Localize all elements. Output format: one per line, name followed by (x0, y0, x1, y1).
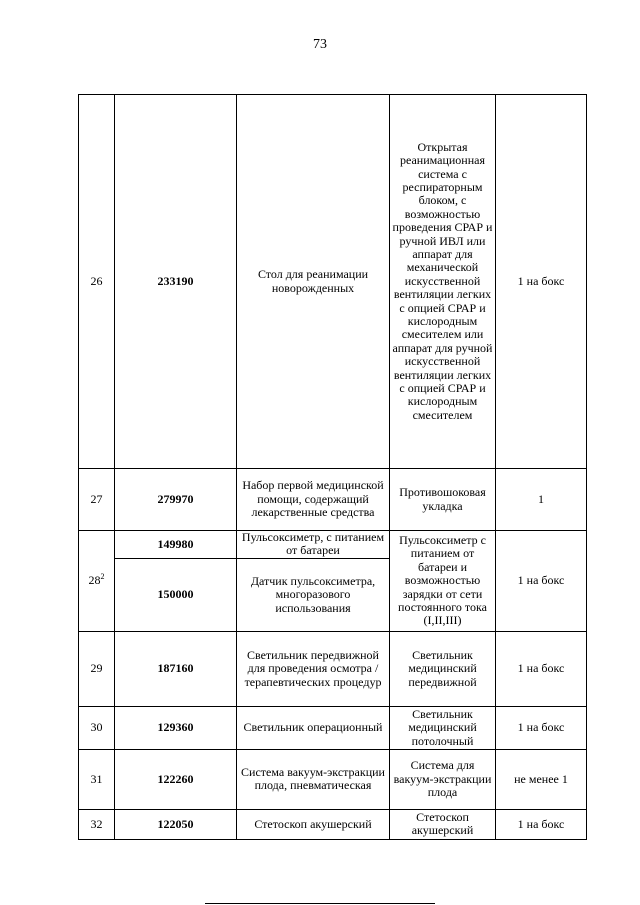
equipment-cell: Противошоковая укладка (390, 469, 496, 531)
item-name-cell: Датчик пульсоксиметра, многоразового использования (237, 558, 390, 631)
table-row (79, 749, 587, 809)
quantity-cell: 1 на бокс (496, 95, 587, 469)
row-number: 27 (79, 469, 115, 531)
code-cell: 129360 (115, 706, 237, 749)
quantity-cell: 1 на бокс (496, 809, 587, 839)
footnote-marker: 2 (100, 572, 105, 582)
code-cell: 149980 (115, 531, 237, 559)
item-name-cell: Стетоскоп акушерский (237, 809, 390, 839)
equipment-cell: Светильник медицинский потолочный (390, 706, 496, 749)
table-row (79, 631, 587, 706)
quantity-cell: 1 на бокс (496, 531, 587, 632)
quantity-cell: не менее 1 (496, 749, 587, 809)
item-name-cell: Система вакуум-экстракции плода, пневматическая (237, 749, 390, 809)
equipment-table (78, 94, 587, 840)
quantity-cell: 1 на бокс (496, 631, 587, 706)
row-number: 29 (79, 631, 115, 706)
code-cell: 150000 (115, 558, 237, 631)
table-row (79, 531, 587, 559)
equipment-cell: Пульсоксиметр с питанием от батареи и возможностью зарядки от сети постоянного тока (I,II,III) (390, 531, 496, 632)
equipment-cell: Открытая реанимационная система с респираторным блоком, с возможностью проведения СРАР и ручной ИВЛ или аппарат для механической искусственной вентиляции легких с опцией СРАР и кислородным смесителем или аппарат для ручной искусственной вентиляции легких с опцией СРАР и кислородным смесителем (390, 95, 496, 469)
row-number: 32 (79, 809, 115, 839)
item-name-cell: Светильник операционный (237, 706, 390, 749)
code-cell: 122050 (115, 809, 237, 839)
row-number: 31 (79, 749, 115, 809)
row-number: 30 (79, 706, 115, 749)
quantity-cell: 1 (496, 469, 587, 531)
equipment-cell: Светильник медицинский передвижной (390, 631, 496, 706)
equipment-cell: Стетоскоп акушерский (390, 809, 496, 839)
code-cell: 233190 (115, 95, 237, 469)
table-row (79, 706, 587, 749)
page-number: 73 (313, 37, 327, 52)
code-cell: 279970 (115, 469, 237, 531)
code-cell: 122260 (115, 749, 237, 809)
equipment-cell: Система для вакуум-экстракции плода (390, 749, 496, 809)
item-name-cell: Пульсоксиметр, с питанием от батареи (237, 531, 390, 559)
row-number: 26 (79, 95, 115, 469)
row-number: $28^2$ (79, 531, 115, 632)
item-name-cell: Светильник передвижной для проведения осмотра /терапевтических процедур (237, 631, 390, 706)
item-name-cell: Набор первой медицинской помощи, содержащий лекарственные средства (237, 469, 390, 531)
code-cell: 187160 (115, 631, 237, 706)
table-row (79, 809, 587, 839)
quantity-cell: 1 на бокс (496, 706, 587, 749)
item-name-cell: Стол для реанимации новорожденных (237, 95, 390, 469)
table-row (79, 95, 587, 469)
table-row (79, 469, 587, 531)
bottom-divider (205, 903, 435, 904)
